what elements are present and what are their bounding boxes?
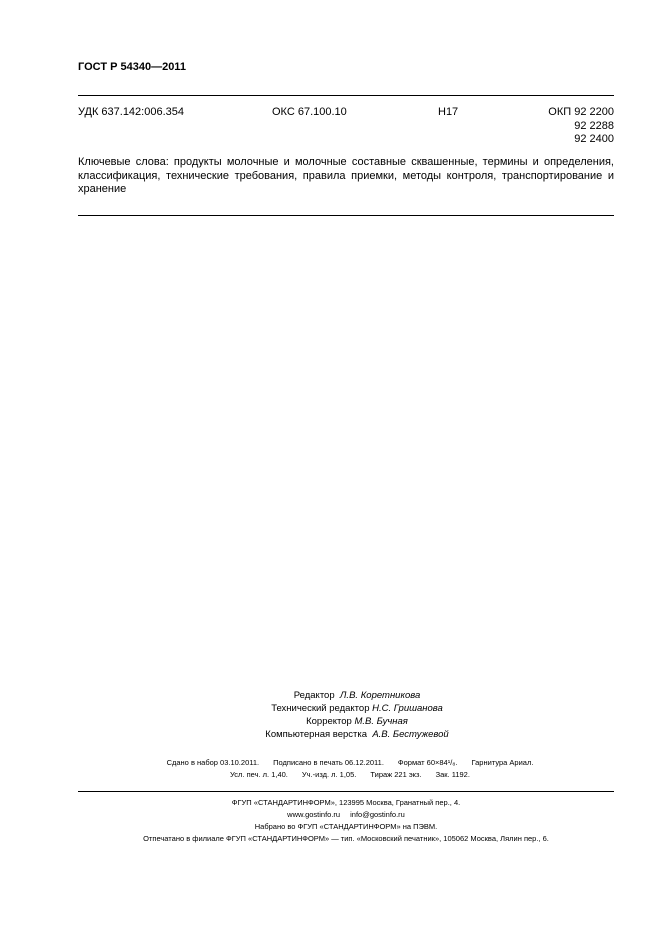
imprint	[90, 757, 610, 781]
keywords: Ключевые слова: продукты молочные и молочные составные сквашенные, термины и определения, классификация, технические требования, правила приемки, методы контроля, транспортирование и хранение	[78, 156, 614, 195]
oks-code: ОКС 67.100.10	[272, 106, 347, 118]
contacts	[78, 809, 614, 821]
imprint-item: Усл. печ. л. 1,40.	[230, 770, 288, 779]
credit-name: М.В. Бучная	[354, 716, 408, 727]
credit-name: Л.В. Коретникова	[339, 690, 421, 701]
imprint-item: Зак. 1192.	[435, 770, 470, 779]
imprint-line	[90, 757, 610, 769]
imprint-item: Тираж 221 экз.	[370, 770, 422, 779]
imprint-item: Гарнитура Ариал.	[471, 758, 534, 767]
printed-note: Отпечатано в филиале ФГУП «СТАНДАРТИНФОРМ» — тип. «Московский печатник», 105062 Москва, Лялин пер., 6.	[143, 834, 549, 843]
group-code: Н17	[438, 106, 459, 118]
imprint-item: Уч.-изд. л. 1,05.	[301, 770, 357, 779]
credit-line	[100, 715, 614, 728]
imprint-item: Сдано в набор 03.10.2011.	[166, 758, 260, 767]
imprint-line	[90, 769, 610, 781]
divider	[78, 215, 614, 216]
publisher-footer	[78, 797, 614, 845]
credit-role: Редактор	[293, 690, 335, 701]
credit-line	[100, 702, 614, 715]
credit-role: Корректор	[306, 716, 352, 727]
credit-role: Компьютерная верстка	[265, 729, 368, 740]
credit-line	[100, 689, 614, 702]
credit-line	[100, 728, 614, 741]
credit-name: Н.С. Гришанова	[372, 703, 443, 714]
standard-title: ГОСТ Р 54340—2011	[78, 61, 186, 73]
udk-code: УДК 637.142:006.354	[78, 106, 184, 118]
divider	[78, 791, 614, 792]
divider	[78, 95, 614, 96]
credit-name: А.В. Бестужевой	[372, 729, 449, 740]
website-link[interactable]: www.gostinfo.ru	[287, 810, 341, 819]
imprint-item: Подписано в печать 06.12.2011.	[273, 758, 384, 767]
okp-code: ОКП 92 2200	[548, 106, 614, 118]
okp-codes	[548, 106, 614, 147]
typeset-note: Набрано во ФГУП «СТАНДАРТИНФОРМ» на ПЭВМ.	[254, 822, 438, 831]
credits	[100, 689, 614, 741]
publisher-address: ФГУП «СТАНДАРТИНФОРМ», 123995 Москва, Гранатный пер., 4.	[231, 798, 461, 807]
imprint-item: Формат 60×84¹/₈.	[397, 758, 458, 767]
credit-role: Технический редактор	[271, 703, 370, 714]
okp-code: 92 2288	[574, 119, 614, 132]
okp-code: 92 2400	[574, 133, 614, 145]
email-link[interactable]: info@gostinfo.ru	[350, 810, 405, 819]
